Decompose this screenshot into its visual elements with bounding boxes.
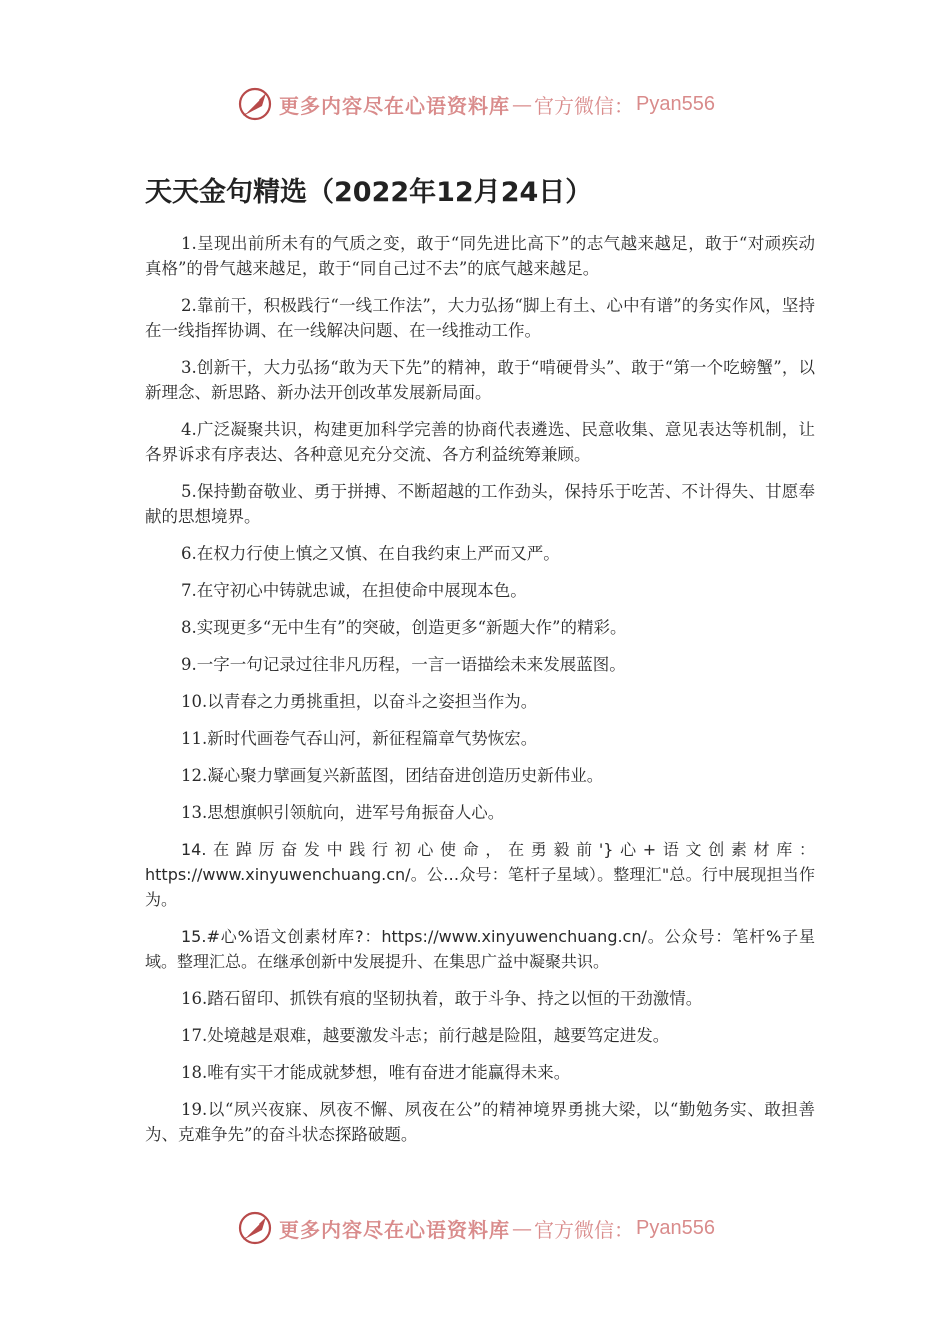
footer-banner	[0, 1206, 950, 1250]
quill-logo-icon	[235, 84, 275, 124]
quote-item: 8.实现更多“无中生有”的突破，创造更多“新题大作”的精彩。	[181, 618, 627, 637]
quote-item: 13.思想旗帜引领航向，进军号角振奋人心。	[181, 803, 505, 822]
page-title: 天天金句精选（2022年12月24日）	[145, 177, 593, 208]
quote-item: 9.一字一句记录过往非凡历程，一言一语描绘未来发展蓝图。	[181, 655, 626, 674]
wechat-id: Pyan556	[636, 1216, 715, 1239]
quote-item: 6.在权力行使上慎之又慎、在自我约束上严而又严。	[181, 544, 560, 563]
quote-item: 11.新时代画卷气吞山河，新征程篇章气势恢宏。	[181, 729, 538, 748]
quote-item: 19.以“夙兴夜寐、夙夜不懈、夙夜在公”的精神境界勇挑大梁，以“勤勉务实、敢担善为、克难争先”的奋斗状态探路破题。	[145, 1100, 815, 1144]
wechat-label: 官方微信：	[534, 93, 635, 118]
quote-item: 4.广泛凝聚共识，构建更加科学完善的协商代表遴选、民意收集、意见表达等机制，让各界诉求有序表达、各种意见充分交流、各方利益统筹兼顾。	[145, 420, 815, 464]
quote-item: 18.唯有实干才能成就梦想，唯有奋进才能赢得未来。	[181, 1063, 571, 1082]
quote-item: 10.以青春之力勇挑重担，以奋斗之姿担当作为。	[181, 692, 538, 711]
quill-logo-icon	[235, 1208, 275, 1248]
wechat-id: Pyan556	[636, 92, 715, 115]
wechat-label: 官方微信：	[534, 1217, 635, 1242]
banner-separator: —	[512, 1216, 533, 1240]
header-banner	[0, 82, 950, 126]
quote-item: 1.呈现出前所未有的气质之变，敢于“同先进比高下”的志气越来越足，敢于“对顽疾动真格”的骨气越来越足，敢于“同自己过不去”的底气越来越足。	[145, 234, 815, 278]
banner-separator: —	[512, 92, 533, 116]
quote-item: 15.#心%语文创素材库?：https://www.xinyuwenchuang.cn/。公众号：笔杆%子星域。整理汇总。在继承创新中发展提升、在集思广益中凝聚共识。	[145, 927, 815, 971]
quote-item: 16.踏石留印、抓铁有痕的坚韧执着，敢于斗争、持之以恒的干劲激情。	[181, 989, 703, 1008]
quote-item: 14.在踔厉奋发中践行初心使命，在勇毅前'}心+语文创素材库：https://www.xinyuwenchuang.cn/。公…众号：笔杆子星域）。整理汇"总。行中展现担当作为。	[145, 840, 815, 909]
banner-slogan: 更多内容尽在心语资料库	[279, 93, 511, 118]
quote-item: 2.靠前干，积极践行“一线工作法”，大力弘扬“脚上有土、心中有谱”的务实作风，坚持在一线指挥协调、在一线解决问题、在一线推动工作。	[145, 296, 815, 340]
quote-item: 12.凝心聚力擘画复兴新蓝图，团结奋进创造历史新伟业。	[181, 766, 604, 785]
banner-slogan: 更多内容尽在心语资料库	[279, 1217, 511, 1242]
quote-item: 3.创新干，大力弘扬“敢为天下先”的精神，敢于“啃硬骨头”、敢于“第一个吃螃蟹”，以新理念、新思路、新办法开创改革发展新局面。	[145, 358, 815, 402]
quote-item: 17.处境越是艰难，越要激发斗志；前行越是险阻，越要笃定进发。	[181, 1026, 670, 1045]
quote-item: 5.保持勤奋敬业、勇于拼搏、不断超越的工作劲头，保持乐于吃苦、不计得失、甘愿奉献的思想境界。	[145, 482, 815, 526]
quote-list	[145, 231, 815, 1159]
quote-item: 7.在守初心中铸就忠诚，在担使命中展现本色。	[181, 581, 527, 600]
